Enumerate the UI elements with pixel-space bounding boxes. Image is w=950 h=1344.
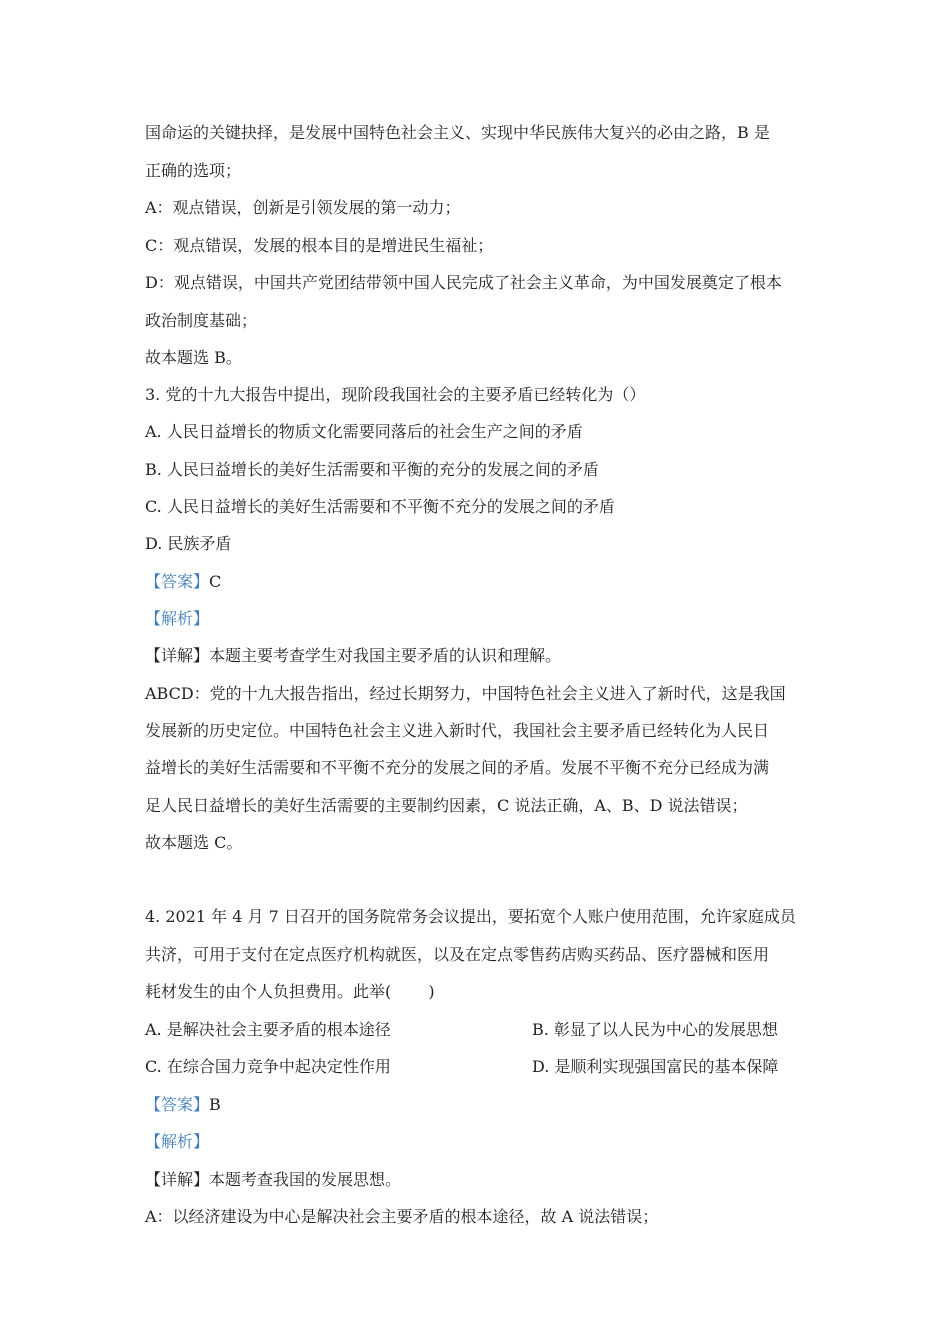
- text-line: ABCD：党的十九大报告指出，经过长期努力，中国特色社会主义进入了新时代，这是我国: [145, 684, 786, 703]
- question-3-answer: [145, 572, 221, 592]
- text-line: 发展新的历史定位。中国特色社会主义进入新时代，我国社会主要矛盾已经转化为人民日: [145, 721, 770, 740]
- question-4-detail: [145, 1170, 401, 1190]
- question-4-option-a: A. 是解决社会主要矛盾的根本途径: [145, 1020, 391, 1039]
- text-line: 政治制度基础；: [145, 311, 258, 330]
- question-4-option-c: C. 在综合国力竞争中起决定性作用: [145, 1057, 391, 1076]
- text-line: C：观点错误，发展的根本目的是增进民生福祉；: [145, 236, 494, 255]
- analysis-tag: 【解析】: [145, 609, 210, 628]
- question-3-option-c: C. 人民日益增长的美好生活需要和不平衡不充分的发展之间的矛盾: [145, 497, 615, 516]
- question-4-option-d: D. 是顺利实现强国富民的基本保障: [532, 1057, 779, 1076]
- question-3-option-d: D. 民族矛盾: [145, 534, 232, 553]
- detail-text: 本题主要考查学生对我国主要矛盾的认识和理解。: [209, 646, 562, 665]
- detail-text: 本题考查我国的发展思想。: [209, 1170, 402, 1189]
- answer-value: C: [209, 572, 222, 591]
- text-line: 足人民日益增长的美好生活需要的主要制约因素，C 说法正确，A、B、D 说法错误；: [145, 796, 748, 815]
- answer-value: B: [209, 1095, 221, 1114]
- question-4-stem: 4. 2021 年 4 月 7 日召开的国务院常务会议提出，要拓宽个人账户使用范围，允许家庭成员: [145, 907, 796, 926]
- answer-tag: 【答案】: [145, 1095, 210, 1114]
- text-line: A：以经济建设为中心是解决社会主要矛盾的根本途径，故 A 说法错误；: [145, 1207, 659, 1226]
- question-4-stem: 耗材发生的由个人负担费用。此举( ): [145, 982, 435, 1001]
- text-line: A：观点错误，创新是引领发展的第一动力；: [145, 198, 461, 217]
- detail-tag: 【详解】: [145, 646, 210, 665]
- question-4-option-b: B. 彰显了以人民为中心的发展思想: [532, 1020, 778, 1039]
- detail-tag: 【详解】: [145, 1170, 210, 1189]
- question-4-stem: 共济，可用于支付在定点医疗机构就医，以及在定点零售药店购买药品、医疗器械和医用: [145, 945, 770, 964]
- analysis-tag: 【解析】: [145, 1132, 210, 1151]
- text-line: 故本题选 B。: [145, 348, 242, 367]
- text-line: 正确的选项；: [145, 161, 242, 180]
- answer-tag: 【答案】: [145, 572, 210, 591]
- question-4-answer: [145, 1095, 221, 1115]
- text-line: 国命运的关键抉择，是发展中国特色社会主义、实现中华民族伟大复兴的必由之路，B 是: [145, 123, 770, 142]
- text-line: 益增长的美好生活需要和不平衡不充分的发展之间的矛盾。发展不平衡不充分已经成为满: [145, 758, 770, 777]
- text-line: 故本题选 C。: [145, 833, 243, 852]
- question-3-option-a: A. 人民日益增长的物质文化需要同落后的社会生产之间的矛盾: [145, 422, 583, 441]
- text-line: D：观点错误，中国共产党团结带领中国人民完成了社会主义革命，为中国发展奠定了根本: [145, 273, 782, 292]
- question-3-stem: 3. 党的十九大报告中提出，现阶段我国社会的主要矛盾已经转化为（）: [145, 385, 646, 404]
- question-3-detail: [145, 646, 561, 666]
- question-3-option-b: B. 人民曰益增长的美好生活需要和平衡的充分的发展之间的矛盾: [145, 460, 599, 479]
